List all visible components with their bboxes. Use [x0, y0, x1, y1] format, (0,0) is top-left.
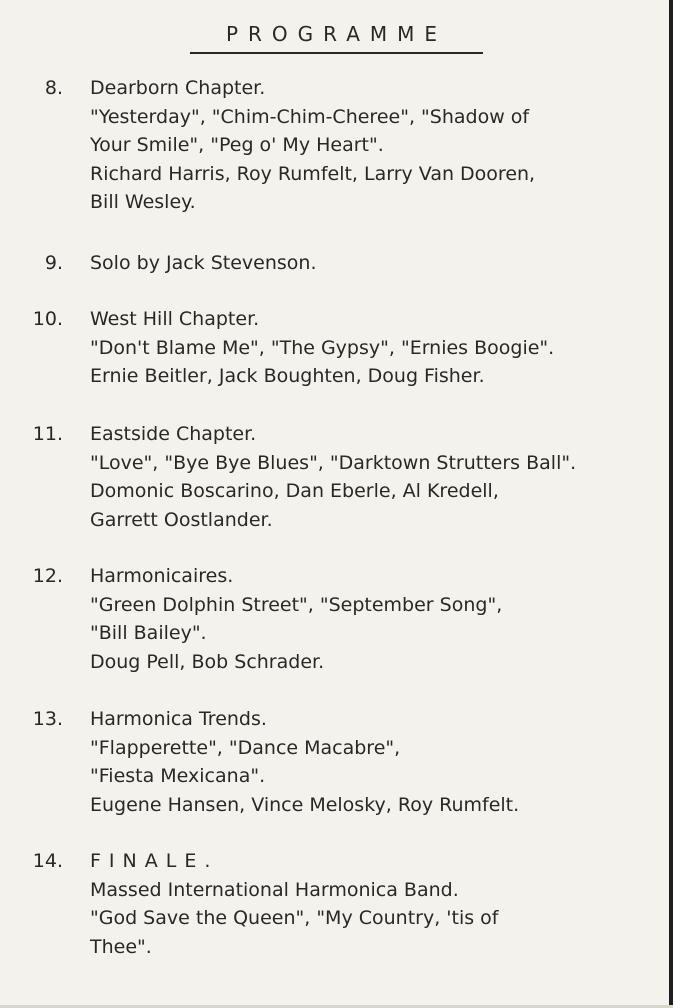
- item-lines: [90, 420, 660, 534]
- song-list: "Green Dolphin Street", "September Song",: [90, 593, 503, 616]
- song-list: "Love", "Bye Bye Blues", "Darktown Strutters Ball".: [90, 451, 577, 474]
- performers: Domonic Boscarino, Dan Eberle, Al Kredell,: [90, 480, 499, 502]
- item-number: 10.: [32, 308, 63, 330]
- item-number: 9.: [44, 252, 63, 274]
- item-lines: [90, 74, 660, 217]
- group-name: FINALE.: [90, 850, 219, 872]
- item-number: 14.: [32, 850, 63, 872]
- performers: Richard Harris, Roy Rumfelt, Larry Van Dooren,: [90, 162, 536, 185]
- performers: Doug Pell, Bob Schrader.: [90, 650, 325, 673]
- group-name: Solo by Jack Stevenson.: [90, 252, 317, 274]
- song-list: "Bill Bailey".: [90, 622, 207, 644]
- item-lines: [90, 305, 660, 391]
- programme-title: PROGRAMME: [190, 20, 483, 54]
- song-list: "God Save the Queen", "My Country, 'tis of: [90, 907, 499, 929]
- item-number: 13.: [32, 708, 63, 730]
- item-lines: [90, 847, 660, 961]
- song-list: "Fiesta Mexicana".: [90, 765, 266, 787]
- group-name: West Hill Chapter.: [90, 308, 260, 330]
- group-name: Eastside Chapter.: [90, 423, 257, 445]
- item-lines: [90, 249, 660, 278]
- performers: Ernie Beitler, Jack Boughten, Doug Fisher.: [90, 365, 485, 387]
- performers: Eugene Hansen, Vince Melosky, Roy Rumfelt.: [90, 793, 520, 816]
- song-list: "Flapperette", "Dance Macabre",: [90, 736, 401, 759]
- page-edge-right: [669, 0, 673, 1008]
- performers: Bill Wesley.: [90, 191, 196, 213]
- item-number: 8.: [44, 77, 63, 99]
- song-list: "Yesterday", "Chim-Chim-Cheree", "Shadow of: [90, 105, 530, 128]
- item-lines: [90, 705, 660, 819]
- group-name: Harmonicaires.: [90, 565, 234, 587]
- group-name: Dearborn Chapter.: [90, 77, 266, 99]
- item-number: 11.: [32, 423, 63, 445]
- song-list: Your Smile", "Peg o' My Heart".: [90, 134, 384, 156]
- song-list: "Don't Blame Me", "The Gypsy", "Ernies Boogie".: [90, 336, 555, 359]
- performers: Garrett Oostlander.: [90, 508, 273, 531]
- group-name: Harmonica Trends.: [90, 708, 267, 730]
- item-number: 12.: [32, 565, 63, 587]
- song-list: Thee".: [90, 935, 152, 958]
- performers: Massed International Harmonica Band.: [90, 878, 459, 901]
- item-lines: [90, 562, 660, 676]
